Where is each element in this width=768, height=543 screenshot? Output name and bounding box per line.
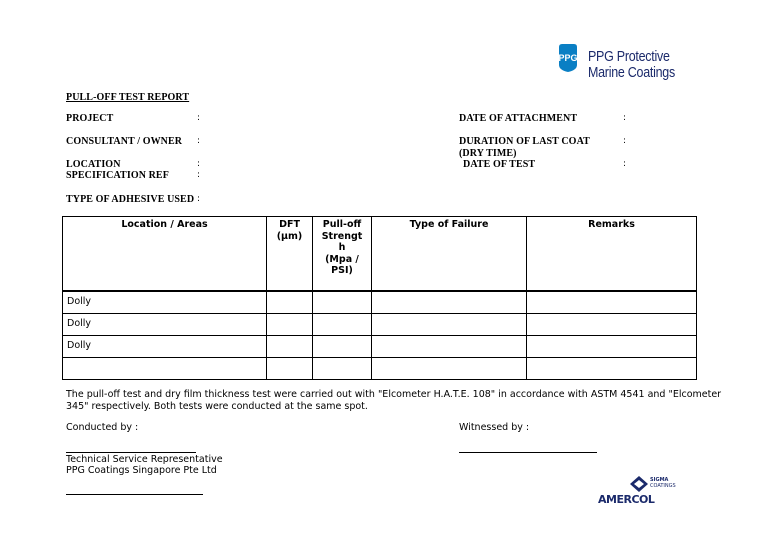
sigma-diamond-icon bbox=[630, 476, 648, 492]
amercol-text: AMERCOL bbox=[598, 493, 655, 506]
colon-adhesive: : bbox=[197, 194, 201, 204]
colon-consultant: : bbox=[197, 136, 201, 146]
svg-text:PPG: PPG bbox=[558, 53, 578, 63]
label-date-test: DATE OF TEST bbox=[463, 159, 536, 170]
label-duration: DURATION OF LAST COAT bbox=[459, 136, 590, 147]
table-header-row bbox=[63, 217, 697, 292]
cell-location[interactable]: Dolly bbox=[63, 314, 267, 336]
notes-line-2: 345" respectively. Both tests were conducted at the same spot. bbox=[66, 401, 368, 412]
label-location: LOCATION bbox=[66, 159, 121, 170]
colon-location: : bbox=[197, 159, 201, 169]
cell-location[interactable]: Dolly bbox=[63, 291, 267, 314]
cell-failure[interactable] bbox=[372, 358, 527, 380]
colon-date-attachment: : bbox=[623, 113, 627, 123]
conducted-by-label: Conducted by : bbox=[66, 422, 139, 433]
witnessed-by-label: Witnessed by : bbox=[459, 422, 530, 433]
cell-remarks[interactable] bbox=[527, 336, 697, 358]
cell-location[interactable]: Dolly bbox=[63, 336, 267, 358]
label-adhesive: TYPE OF ADHESIVE USED bbox=[66, 194, 195, 205]
col-pulloff-header: Pull-off Strengt h (Mpa / PSI) bbox=[313, 217, 372, 292]
cell-dft[interactable] bbox=[267, 358, 313, 380]
cell-failure[interactable] bbox=[372, 291, 527, 314]
label-specification: SPECIFICATION REF bbox=[66, 170, 169, 181]
cell-remarks[interactable] bbox=[527, 314, 697, 336]
sigma-line-1: SIGMA bbox=[650, 477, 669, 483]
colon-project: : bbox=[197, 113, 201, 123]
cell-pulloff[interactable] bbox=[313, 358, 372, 380]
logo-line-2: Marine Coatings bbox=[588, 65, 675, 81]
cell-dft[interactable] bbox=[267, 336, 313, 358]
conducted-signature-line[interactable] bbox=[66, 452, 196, 453]
label-project: PROJECT bbox=[66, 113, 114, 124]
sigma-amercol-logo bbox=[596, 476, 686, 506]
cell-remarks[interactable] bbox=[527, 358, 697, 380]
col-failure-header: Type of Failure bbox=[372, 217, 527, 292]
table-row bbox=[63, 291, 697, 314]
cell-dft[interactable] bbox=[267, 291, 313, 314]
label-date-attachment: DATE OF ATTACHMENT bbox=[459, 113, 578, 124]
label-consultant: CONSULTANT / OWNER bbox=[66, 136, 183, 147]
cell-failure[interactable] bbox=[372, 314, 527, 336]
colon-date-test: : bbox=[623, 159, 627, 169]
cell-remarks[interactable] bbox=[527, 291, 697, 314]
sigma-line-2: COATINGS bbox=[650, 483, 676, 489]
colon-specification: : bbox=[197, 170, 201, 180]
col-location-header: Location / Areas bbox=[63, 217, 267, 292]
pull-off-results-table bbox=[62, 216, 697, 380]
ppg-mark-icon bbox=[557, 43, 579, 73]
rep-title: Technical Service Representative bbox=[66, 454, 223, 465]
table-row bbox=[63, 314, 697, 336]
table-row bbox=[63, 358, 697, 380]
cell-dft[interactable] bbox=[267, 314, 313, 336]
colon-duration: : bbox=[623, 136, 627, 146]
report-title: PULL-OFF TEST REPORT bbox=[66, 92, 190, 103]
cell-pulloff[interactable] bbox=[313, 314, 372, 336]
cell-pulloff[interactable] bbox=[313, 336, 372, 358]
cell-pulloff[interactable] bbox=[313, 291, 372, 314]
cell-failure[interactable] bbox=[372, 336, 527, 358]
witnessed-signature-line[interactable] bbox=[459, 452, 597, 453]
bottom-signature-line[interactable] bbox=[66, 494, 203, 495]
rep-company: PPG Coatings Singapore Pte Ltd bbox=[66, 465, 217, 476]
col-dft-header: DFT (µm) bbox=[267, 217, 313, 292]
label-dry-time: (DRY TIME) bbox=[459, 148, 517, 159]
cell-location[interactable] bbox=[63, 358, 267, 380]
col-remarks-header: Remarks bbox=[527, 217, 697, 292]
notes-line-1: The pull-off test and dry film thickness test were carried out with "Elcometer H.A.T.E. 108" in accordance with ASTM 4541 and "Elcometer bbox=[66, 389, 722, 400]
table-row bbox=[63, 336, 697, 358]
logo-line-1: PPG Protective bbox=[588, 49, 670, 65]
ppg-logo bbox=[557, 43, 767, 83]
